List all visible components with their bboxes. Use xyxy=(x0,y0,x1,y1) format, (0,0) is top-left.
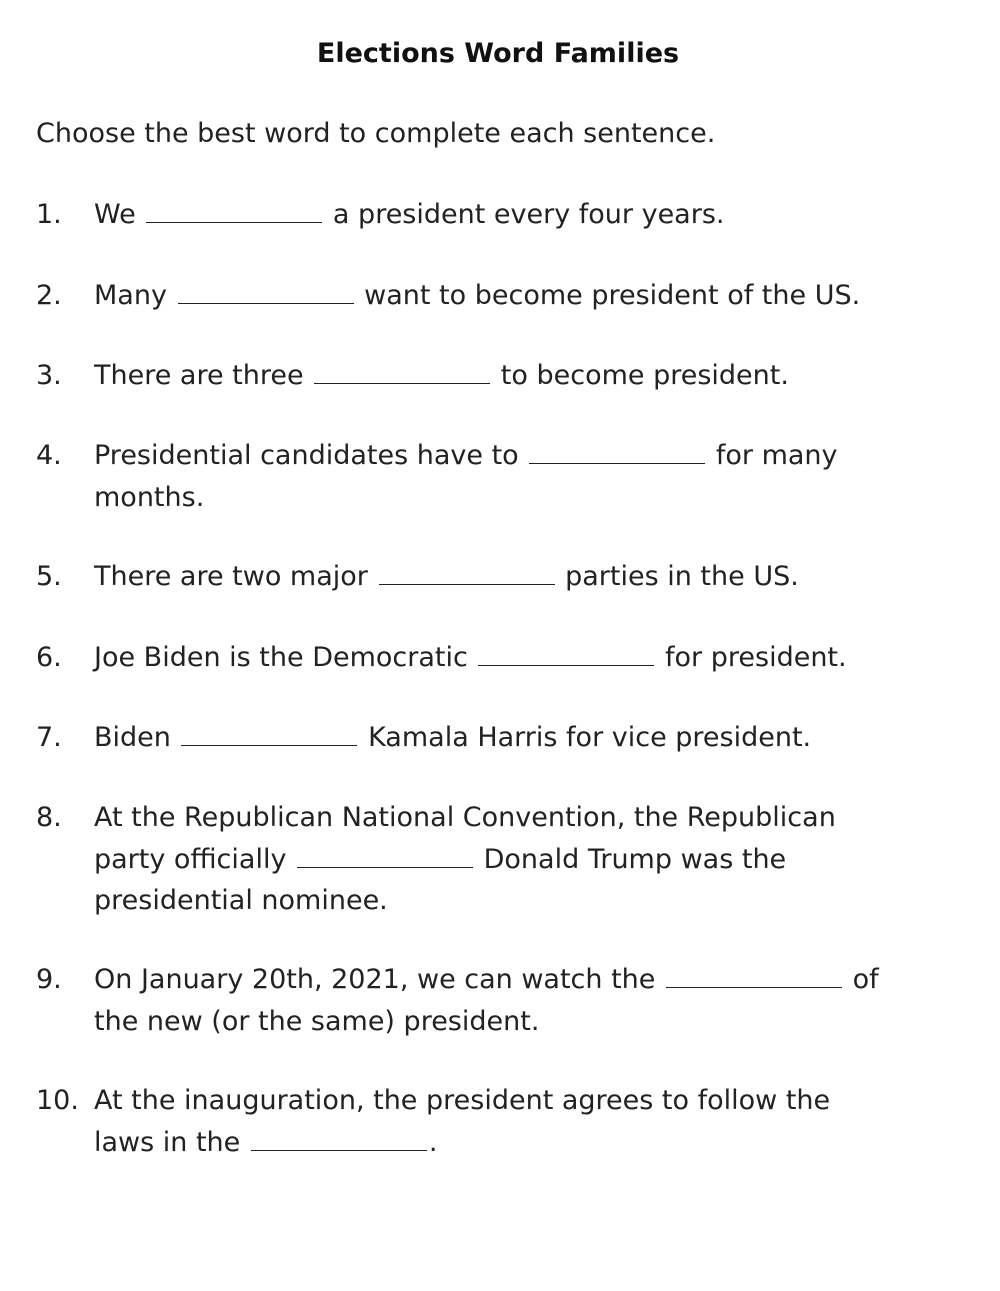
text-after-blank: parties in the US. xyxy=(565,561,799,592)
answer-blank[interactable] xyxy=(314,383,490,384)
text-after-blank: Donald Trump was the xyxy=(483,843,787,875)
text-after-blank: of xyxy=(852,964,879,995)
question-line xyxy=(94,839,934,881)
question-number: 3. xyxy=(36,360,62,391)
answer-blank[interactable] xyxy=(146,222,322,223)
worksheet-title: Elections Word Families xyxy=(316,38,680,69)
question-text xyxy=(94,275,934,317)
question-line: months. xyxy=(94,481,205,513)
text-after-blank: Kamala Harris for vice president. xyxy=(368,722,812,753)
question-text xyxy=(94,1080,934,1163)
text-before-blank: There are three xyxy=(94,360,304,391)
text-after-blank: a president every four years. xyxy=(332,199,725,230)
text-after-blank: want to become president of the US. xyxy=(364,280,861,311)
text-after-blank: to become president. xyxy=(500,360,789,391)
question-number: 2. xyxy=(36,280,62,311)
question-line xyxy=(94,556,934,598)
question-line: At the Republican National Convention, the Republican xyxy=(94,802,836,833)
question-text xyxy=(94,717,934,759)
question-text xyxy=(94,797,934,922)
question-line xyxy=(94,1122,934,1164)
question-line xyxy=(94,959,934,1001)
text-after-blank: for many xyxy=(715,440,838,471)
text-before-blank: Presidential candidates have to xyxy=(94,440,519,471)
question-line: At the inauguration, the president agrees to follow the xyxy=(94,1085,831,1116)
question-line: presidential nominee. xyxy=(94,885,388,916)
answer-blank[interactable] xyxy=(178,303,354,304)
text-before-blank: party officially xyxy=(94,843,287,875)
text-before-blank: Biden xyxy=(94,722,171,753)
question-number: 7. xyxy=(36,722,62,753)
answer-blank[interactable] xyxy=(478,665,654,666)
answer-blank[interactable] xyxy=(251,1150,427,1151)
question-number: 10. xyxy=(36,1085,79,1116)
question-text xyxy=(94,959,934,1042)
question-line xyxy=(94,275,934,317)
question-number: 1. xyxy=(36,199,62,230)
instructions: Choose the best word to complete each sentence. xyxy=(36,118,716,149)
text-before-blank: There are two major xyxy=(94,561,368,592)
question-text xyxy=(94,355,934,397)
question-line xyxy=(94,355,934,397)
question-number: 5. xyxy=(36,561,62,592)
question-number: 9. xyxy=(36,964,62,995)
text-before-blank: We xyxy=(94,199,136,230)
text-before-blank: laws in the xyxy=(94,1126,241,1158)
answer-blank[interactable] xyxy=(379,584,555,585)
text-after-blank: for president. xyxy=(665,642,847,673)
question-line xyxy=(94,637,934,679)
question-number: 8. xyxy=(36,802,62,833)
question-line xyxy=(94,435,934,477)
text-after-blank: . xyxy=(428,1126,438,1158)
question-number: 6. xyxy=(36,642,62,673)
answer-blank[interactable] xyxy=(297,867,473,868)
answer-blank[interactable] xyxy=(529,463,705,464)
question-text xyxy=(94,435,934,518)
answer-blank[interactable] xyxy=(666,987,842,988)
question-text xyxy=(94,556,934,598)
question-number: 4. xyxy=(36,440,62,471)
question-line xyxy=(94,717,934,759)
question-text xyxy=(94,637,934,679)
question-line xyxy=(94,194,934,236)
question-line: the new (or the same) president. xyxy=(94,1005,540,1037)
question-text xyxy=(94,194,934,236)
text-before-blank: Joe Biden is the Democratic xyxy=(94,642,468,673)
text-before-blank: On January 20th, 2021, we can watch the xyxy=(94,964,656,995)
text-before-blank: Many xyxy=(94,280,167,311)
answer-blank[interactable] xyxy=(181,745,357,746)
